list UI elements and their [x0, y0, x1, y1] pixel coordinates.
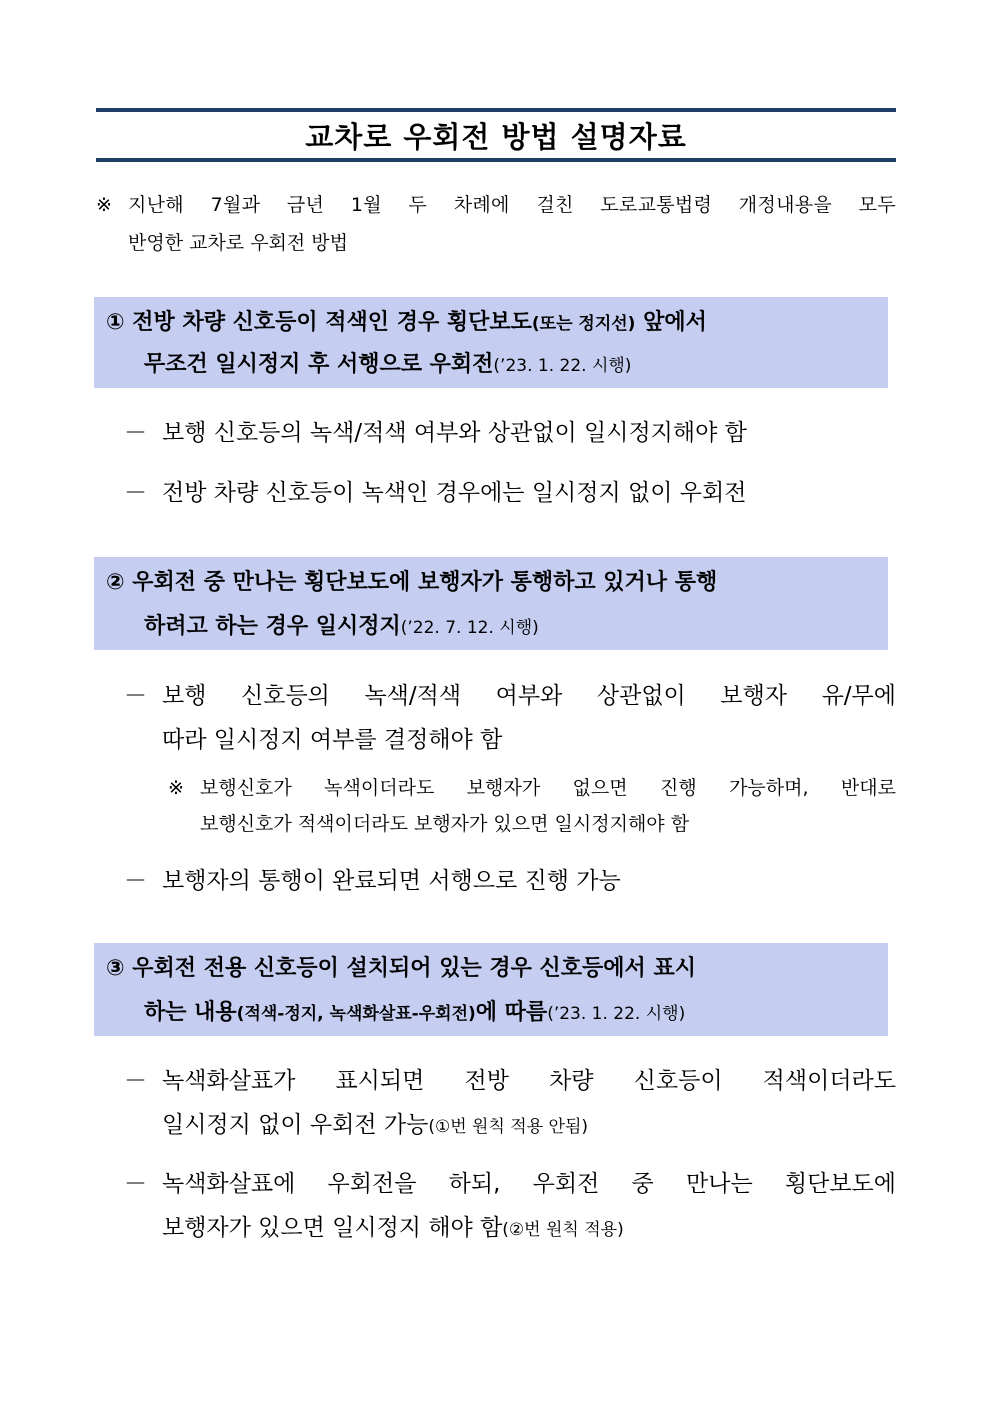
title-top-rule [96, 108, 896, 112]
note-mark: ※ [168, 777, 184, 799]
section-2-bullet-1-line-1: 보행 신호등의 녹색/적색 여부와 상관없이 보행자 유/무에 [162, 683, 896, 709]
section-2-bullet-1-line-2: 따라 일시정지 여부를 결정해야 함 [162, 727, 503, 753]
section-3-bullet-1-line-2: 일시정지 없이 우회전 가능(①번 원칙 적용 안됨) [162, 1112, 589, 1138]
section-3-bullet-2-line-1: 녹색화살표에 우회전을 하되, 우회전 중 만나는 횡단보도에 [162, 1171, 896, 1197]
section-3-box [94, 943, 888, 1036]
intro-line-1: 지난해 7월과 금년 1월 두 차례에 걸친 도로교통법령 개정내용을 모두 [128, 194, 896, 216]
section-3-bullet-1 [124, 1059, 896, 1149]
section-3-bullet-2 [124, 1162, 896, 1252]
bullet-dash: － [124, 1068, 147, 1094]
section-2-note-line-2: 보행신호가 적색이더라도 보행자가 있으면 일시정지해야 함 [200, 813, 690, 835]
bullet-dash: － [124, 480, 147, 506]
intro-note [96, 186, 896, 262]
section-3-line-2: 하는 내용(적색-정지, 녹색화살표-우회전)에 따름(’23. 1. 22. 시행) [144, 1000, 686, 1025]
intro-line-2: 반영한 교차로 우회전 방법 [128, 232, 349, 254]
page-title: 교차로 우회전 방법 설명자료 [305, 120, 687, 154]
title-block [96, 108, 896, 164]
title-bottom-rule [96, 158, 896, 162]
section-2-box [94, 557, 888, 650]
bullet-dash: － [124, 420, 147, 446]
section-2-line-1: ② 우회전 중 만나는 횡단보도에 보행자가 통행하고 있거나 통행 [106, 570, 718, 595]
section-2-bullet-2: － 보행자의 통행이 완료되면 서행으로 진행 가능 [124, 859, 896, 903]
bullet-dash: － [124, 683, 147, 709]
section-1-box [94, 297, 888, 388]
section-2-bullet-1 [124, 674, 896, 762]
section-3-bullet-2-line-2: 보행자가 있으면 일시정지 해야 함(②번 원칙 적용) [162, 1215, 624, 1241]
section-2-note-line-1: 보행신호가 녹색이더라도 보행자가 없으면 진행 가능하며, 반대로 [200, 777, 896, 799]
section-3-bullet-1-line-1: 녹색화살표가 표시되면 전방 차량 신호등이 적색이더라도 [162, 1068, 896, 1094]
section-1-bullet-2: － 전방 차량 신호등이 녹색인 경우에는 일시정지 없이 우회전 [124, 471, 896, 515]
section-1-line-1: ① 전방 차량 신호등이 적색인 경우 횡단보도(또는 정지선) 앞에서 [106, 310, 707, 335]
bullet-dash: － [124, 868, 147, 894]
section-2-line-2: 하려고 하는 경우 일시정지(’22. 7. 12. 시행) [144, 614, 539, 639]
section-3-line-1: ③ 우회전 전용 신호등이 설치되어 있는 경우 신호등에서 표시 [106, 956, 696, 981]
note-mark: ※ [96, 194, 112, 216]
section-1-bullet-1: － 보행 신호등의 녹색/적색 여부와 상관없이 일시정지해야 함 [124, 411, 896, 455]
section-1-line-2: 무조건 일시정지 후 서행으로 우회전(’23. 1. 22. 시행) [144, 352, 632, 377]
section-2-note [168, 770, 896, 842]
bullet-dash: － [124, 1171, 147, 1197]
